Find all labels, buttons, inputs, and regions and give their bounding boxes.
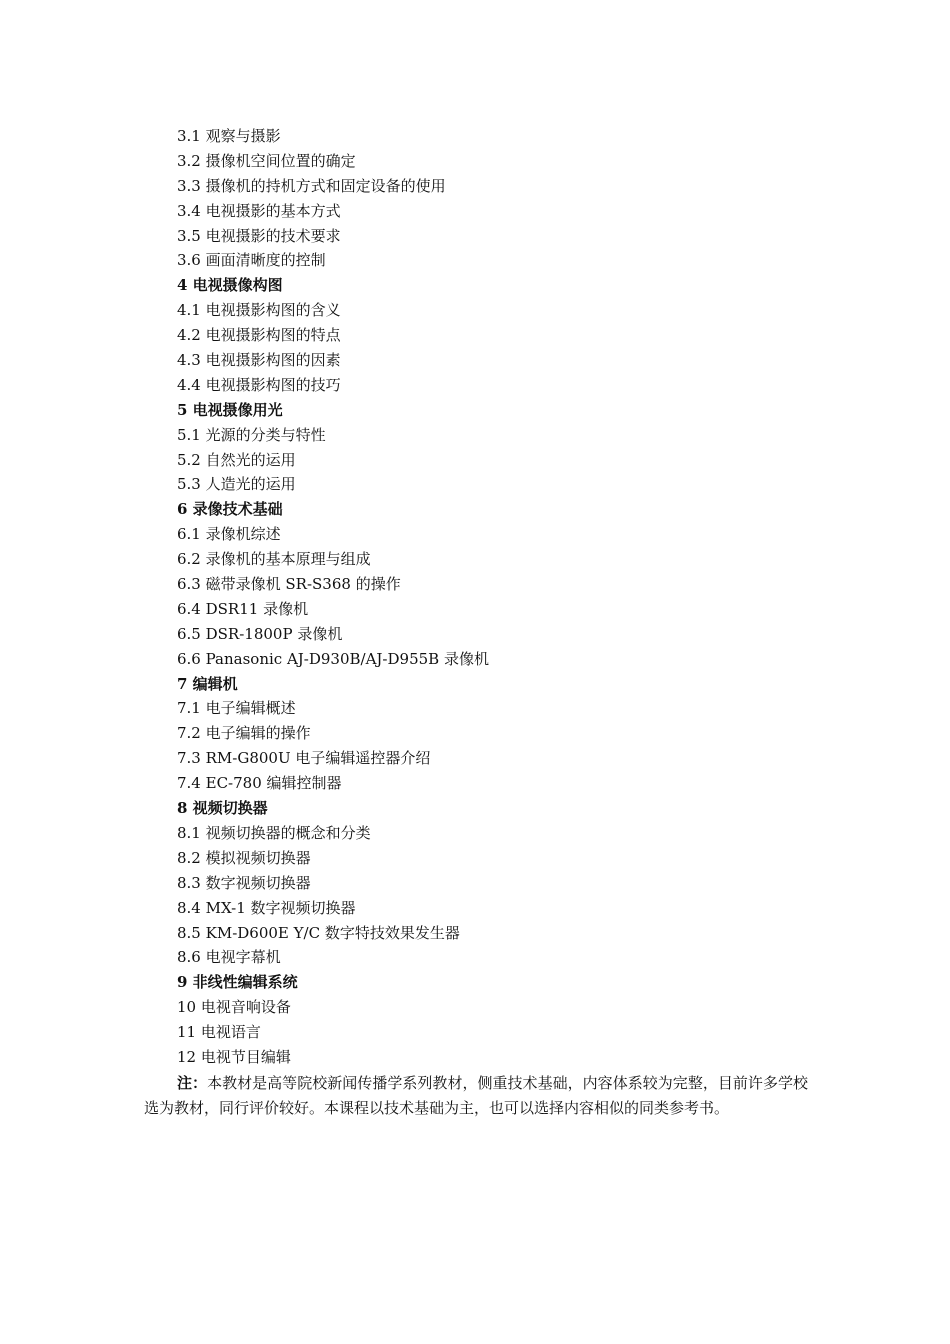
toc-chapter-heading: 4 电视摄像构图: [177, 276, 283, 295]
toc-section-entry: 11 电视语言: [177, 1023, 261, 1042]
toc-section-entry: 4.1 电视摄影构图的含义: [177, 301, 341, 320]
toc-section-entry: 8.4 MX-1 数字视频切换器: [177, 898, 356, 917]
toc-section-entry: 6.4 DSR11 录像机: [177, 599, 309, 618]
toc-section-entry: 6.2 录像机的基本原理与组成: [177, 550, 371, 569]
toc-section-entry: 7.2 电子编辑的操作: [177, 724, 311, 743]
toc-chapter-heading: 5 电视摄像用光: [177, 400, 283, 419]
toc-section-entry: 8.3 数字视频切换器: [177, 873, 311, 892]
toc-section-entry: 7.3 RM-G800U 电子编辑遥控器介绍: [177, 749, 431, 768]
toc-section-entry: 3.4 电视摄影的基本方式: [177, 201, 341, 220]
toc-section-entry: 7.4 EC-780 编辑控制器: [177, 774, 342, 793]
toc-section-entry: 6.3 磁带录像机 SR-S368 的操作: [177, 575, 401, 594]
toc-section-entry: 6.1 录像机综述: [177, 525, 281, 544]
toc-section-entry: 3.1 观察与摄影: [177, 127, 281, 145]
toc-section-entry: 6.5 DSR-1800P 录像机: [177, 624, 343, 643]
toc-chapter-heading: 7 编辑机: [177, 674, 238, 693]
toc-section-entry: 8.1 视频切换器的概念和分类: [177, 823, 371, 842]
table-of-contents: [177, 124, 489, 1070]
toc-section-entry: 5.2 自然光的运用: [177, 450, 296, 469]
note-body: 本教材是高等院校新闻传播学系列教材，侧重技术基础，内容体系较为完整，目前许多学校选为教材，同行评价较好。本课程以技术基础为主，也可以选择内容相似的同类参考书。: [144, 1074, 808, 1117]
toc-section-entry: 4.3 电视摄影构图的因素: [177, 351, 341, 370]
toc-section-entry: 4.2 电视摄影构图的特点: [177, 326, 341, 345]
toc-section-entry: 3.6 画面清晰度的控制: [177, 251, 326, 270]
toc-section-entry: 8.5 KM-D600E Y/C 数字特技效果发生器: [177, 923, 460, 942]
toc-section-entry: 6.6 Panasonic AJ-D930B/AJ-D955B 录像机: [177, 649, 489, 668]
toc-section-entry: 12 电视节目编辑: [177, 1047, 291, 1066]
note-paragraph: [144, 1071, 808, 1121]
toc-section-entry: 8.6 电视字幕机: [177, 948, 281, 967]
note-label: 注：: [177, 1074, 208, 1092]
toc-section-entry: 8.2 模拟视频切换器: [177, 848, 311, 867]
toc-section-entry: 5.3 人造光的运用: [177, 475, 296, 494]
toc-section-entry: 10 电视音响设备: [177, 998, 291, 1017]
toc-chapter-heading: 6 录像技术基础: [177, 500, 283, 519]
toc-chapter-heading: 8 视频切换器: [177, 799, 268, 818]
toc-section-entry: 3.5 电视摄影的技术要求: [177, 226, 341, 245]
toc-section-entry: 7.1 电子编辑概述: [177, 699, 296, 718]
toc-section-entry: 4.4 电视摄影构图的技巧: [177, 375, 341, 394]
toc-section-entry: 3.2 摄像机空间位置的确定: [177, 151, 356, 170]
toc-chapter-heading: 9 非线性编辑系统: [177, 973, 298, 992]
toc-section-entry: 3.3 摄像机的持机方式和固定设备的使用: [177, 176, 446, 195]
toc-section-entry: 5.1 光源的分类与特性: [177, 425, 326, 444]
